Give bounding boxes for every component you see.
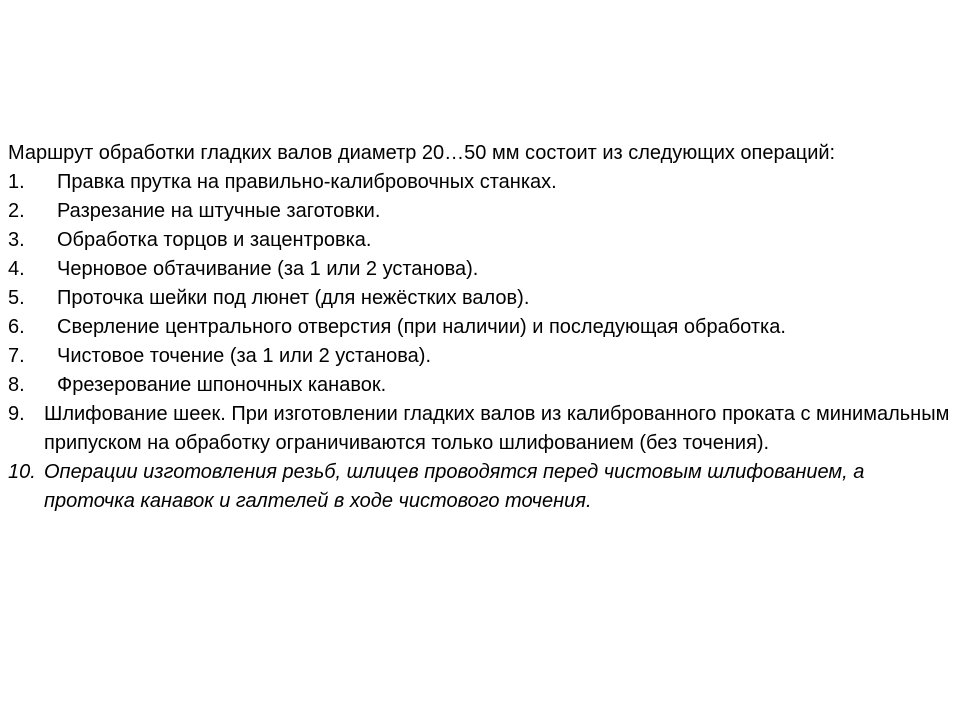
operation-item	[8, 400, 953, 458]
operation-item	[8, 255, 953, 284]
operation-number: 4.	[8, 258, 25, 280]
operation-item	[8, 197, 953, 226]
operation-text: Операции изготовления резьб, шлицев проводятся перед чистовым шлифованием, а проточка канавок и галтелей в ходе чистового точения.	[44, 461, 865, 512]
operation-text: Шлифование шеек. При изготовлении гладких валов из калиброванного проката с минимальным припуском на обработку ограничиваются только шлифованием (без точения).	[44, 403, 950, 454]
operation-text: Обработка торцов и зацентровка.	[57, 229, 372, 251]
operation-number: 5.	[8, 287, 25, 309]
slide-content	[8, 139, 953, 516]
operation-number: 9.	[8, 403, 25, 425]
operation-text: Проточка шейки под люнет (для нежёстких валов).	[57, 287, 530, 309]
operation-text: Разрезание на штучные заготовки.	[57, 200, 381, 222]
operation-text: Черновое обтачивание (за 1 или 2 установа).	[57, 258, 479, 280]
operation-number: 6.	[8, 316, 25, 338]
operation-item	[8, 168, 953, 197]
operation-number: 2.	[8, 200, 25, 222]
operation-text: Чистовое точение (за 1 или 2 установа).	[57, 345, 432, 367]
operation-item	[8, 458, 953, 516]
operation-text: Сверление центрального отверстия (при наличии) и последующая обработка.	[57, 316, 786, 338]
operation-item	[8, 284, 953, 313]
operation-number: 8.	[8, 374, 25, 396]
operation-item	[8, 371, 953, 400]
operation-item	[8, 313, 953, 342]
operation-item	[8, 342, 953, 371]
operation-item	[8, 226, 953, 255]
operation-number: 10.	[8, 461, 36, 483]
operation-number: 3.	[8, 229, 25, 251]
operation-text: Фрезерование шпоночных канавок.	[57, 374, 387, 396]
operation-number: 1.	[8, 171, 25, 193]
operation-text: Правка прутка на правильно-калибровочных станках.	[57, 171, 557, 193]
operations-list	[8, 168, 953, 516]
operation-number: 7.	[8, 345, 25, 367]
intro-paragraph: Маршрут обработки гладких валов диаметр 20…50 мм состоит из следующих операций:	[8, 142, 836, 164]
